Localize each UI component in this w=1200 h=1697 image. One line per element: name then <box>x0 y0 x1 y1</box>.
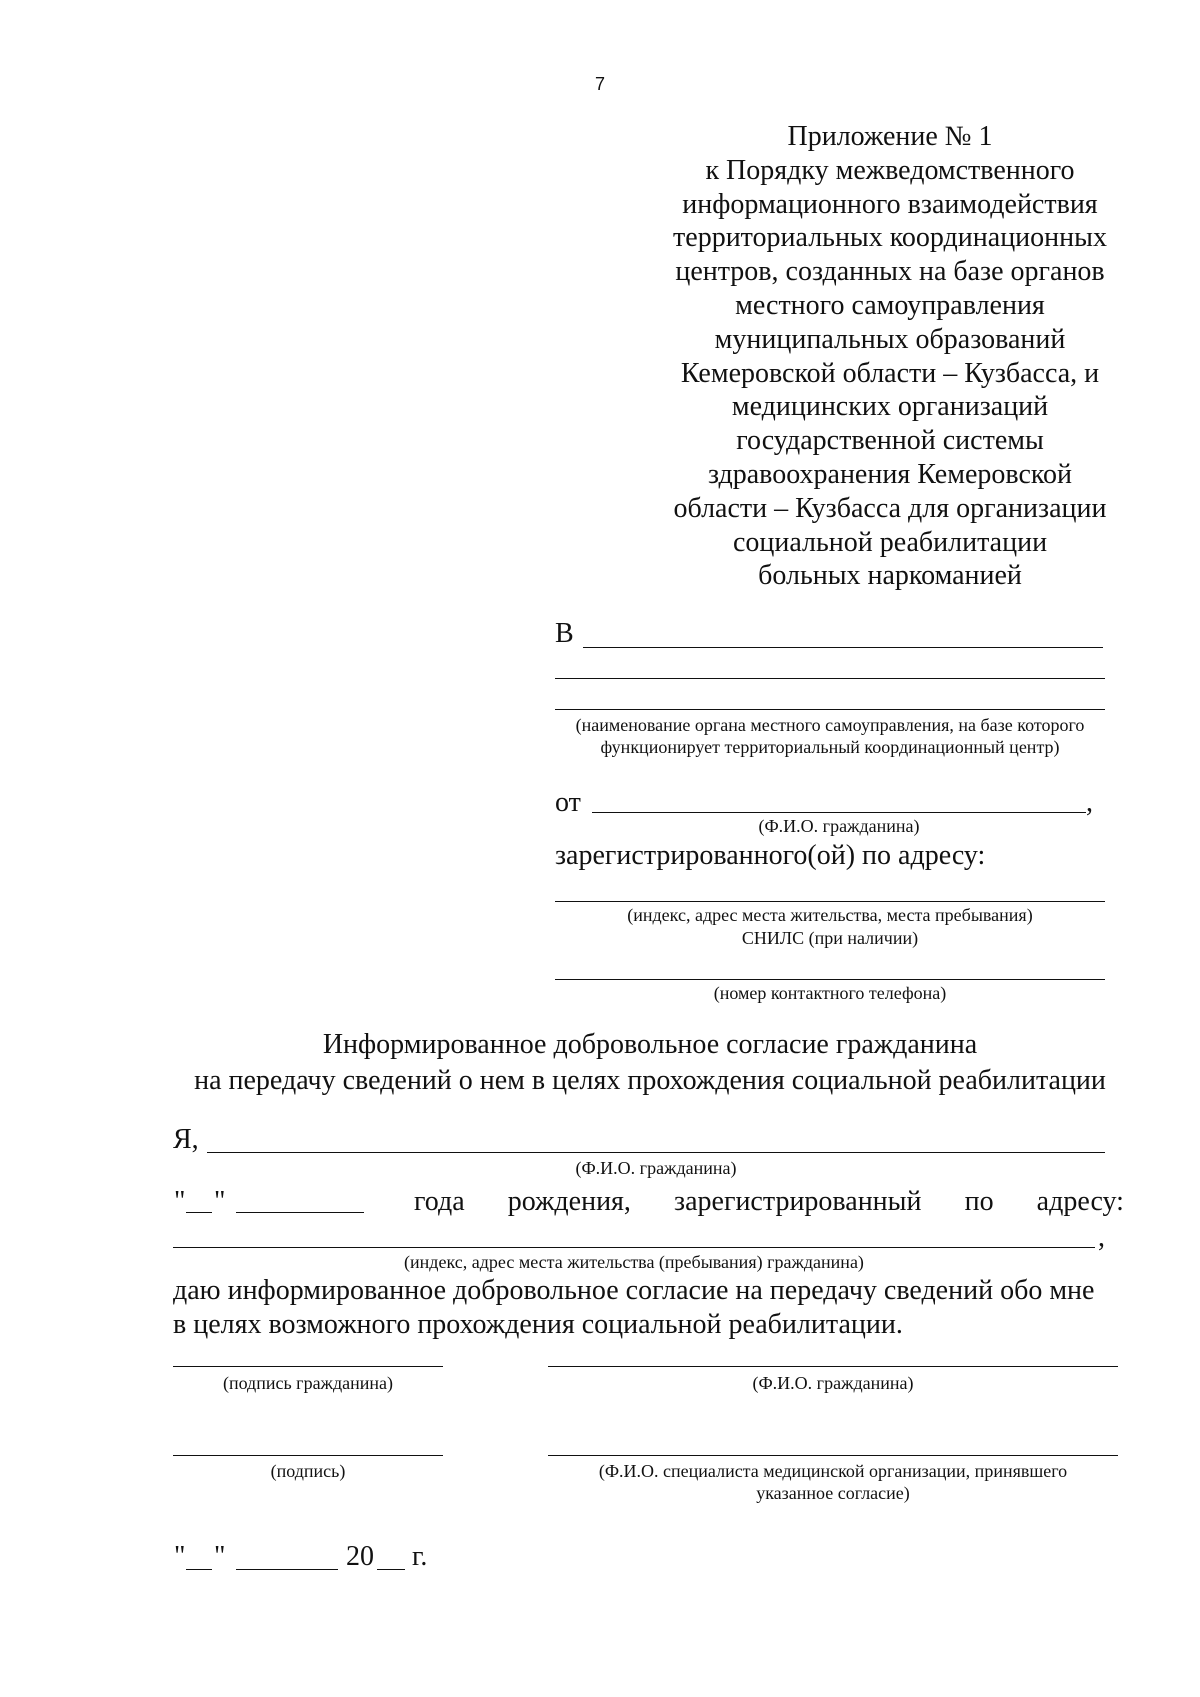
consent-fio-caption: (Ф.И.О. гражданина) <box>575 1158 737 1178</box>
consent-text-line-2: в целях возможного прохождения социальной реабилитации. <box>173 1309 903 1340</box>
address-field[interactable] <box>555 901 1105 902</box>
specialist-caption-line-2: указанное согласие) <box>756 1483 910 1503</box>
phone-field[interactable] <box>555 979 1105 980</box>
consent-address-field[interactable] <box>173 1247 1095 1248</box>
appendix-line: муниципальных образований <box>714 323 1066 355</box>
consent-text-line-1: даю информированное добровольное согласие на передачу сведений обо мне <box>173 1275 1095 1306</box>
quote-close: " <box>214 1186 226 1217</box>
date-year-field[interactable] <box>377 1569 405 1570</box>
address-caption: (индекс, адрес места жительства, места пребывания) <box>627 905 1033 925</box>
from-prefix: от <box>555 787 581 818</box>
appendix-line: к Порядку межведомственного <box>705 154 1075 186</box>
consent-fio-field[interactable] <box>207 1152 1105 1153</box>
citizen-signature-field[interactable] <box>173 1366 443 1367</box>
appendix-line: территориальных координационных <box>673 222 1107 254</box>
appendix-header <box>640 120 1140 593</box>
appendix-line: информационного взаимодействия <box>682 188 1098 220</box>
appendix-line: Приложение № 1 <box>787 121 993 152</box>
specialist-fio-caption <box>548 1460 1118 1504</box>
specialist-signature-field[interactable] <box>173 1455 443 1456</box>
quote-open: " <box>174 1186 186 1217</box>
date-year-prefix: 20 <box>346 1541 374 1572</box>
appendix-line: области – Кузбасса для организации <box>673 492 1107 524</box>
appendix-line: государственной системы <box>736 425 1044 457</box>
birth-month-field[interactable] <box>236 1212 364 1213</box>
citizen-signature-caption: (подпись гражданина) <box>222 1373 394 1393</box>
snils-caption: СНИЛС (при наличии) <box>741 928 919 948</box>
appendix-line: центров, созданных на базе органов <box>675 256 1105 288</box>
org-name-field-3[interactable] <box>555 709 1105 710</box>
appendix-line: медицинских организаций <box>731 391 1049 423</box>
specialist-fio-field[interactable] <box>548 1455 1118 1456</box>
citizen-fio-field[interactable] <box>548 1366 1118 1367</box>
appendix-line: местного самоуправления <box>735 289 1045 321</box>
phone-caption: (номер контактного телефона) <box>713 983 947 1003</box>
org-name-field-1[interactable] <box>583 647 1103 648</box>
consent-address-caption: (индекс, адрес места жительства (пребывания) гражданина) <box>404 1252 864 1272</box>
to-prefix: В <box>555 618 574 649</box>
appendix-line: здравоохранения Кемеровской <box>707 458 1073 490</box>
i-prefix: Я, <box>173 1124 199 1155</box>
date-quote-open: " <box>174 1541 186 1572</box>
consent-title-line-1: Информированное добровольное согласие гражданина <box>322 1029 978 1060</box>
page-number: 7 <box>594 74 605 94</box>
address-comma: , <box>1098 1222 1105 1253</box>
appendix-line: Кемеровской области – Кузбасса, и <box>680 357 1100 389</box>
appendix-line: социальной реабилитации <box>732 526 1048 558</box>
word-birth: рождения, <box>507 1186 631 1217</box>
appendix-line: больных наркоманией <box>758 560 1022 592</box>
org-name-field-2[interactable] <box>555 678 1105 679</box>
org-name-caption: (наименование органа местного самоуправления, на базе которого функционирует территориальный координационный центр) <box>575 715 1085 757</box>
word-registered: зарегистрированный <box>674 1186 922 1217</box>
birth-day-field[interactable] <box>186 1212 212 1213</box>
date-day-field[interactable] <box>186 1569 212 1570</box>
word-address: адресу: <box>1036 1186 1124 1217</box>
consent-title-line-2: на передачу сведений о нем в целях прохождения социальной реабилитации <box>194 1065 1106 1096</box>
citizen-fio-caption: (Ф.И.О. гражданина) <box>752 1373 914 1393</box>
date-month-field[interactable] <box>236 1569 338 1570</box>
from-comma: , <box>1086 787 1093 818</box>
from-fio-field[interactable] <box>592 812 1086 813</box>
word-year: года <box>414 1186 465 1217</box>
birth-line-words <box>414 1186 1124 1218</box>
date-year-suffix: г. <box>412 1541 428 1572</box>
specialist-caption-line-1: (Ф.И.О. специалиста медицинской организации, принявшего <box>598 1461 1068 1481</box>
date-quote-close: " <box>214 1541 226 1572</box>
birth-date-group <box>174 1186 374 1218</box>
word-at: по <box>964 1186 994 1217</box>
date-group <box>174 1541 474 1577</box>
registered-label: зарегистрированного(ой) по адресу: <box>555 840 986 871</box>
specialist-signature-caption: (подпись) <box>270 1461 346 1481</box>
from-fio-caption: (Ф.И.О. гражданина) <box>758 816 920 836</box>
